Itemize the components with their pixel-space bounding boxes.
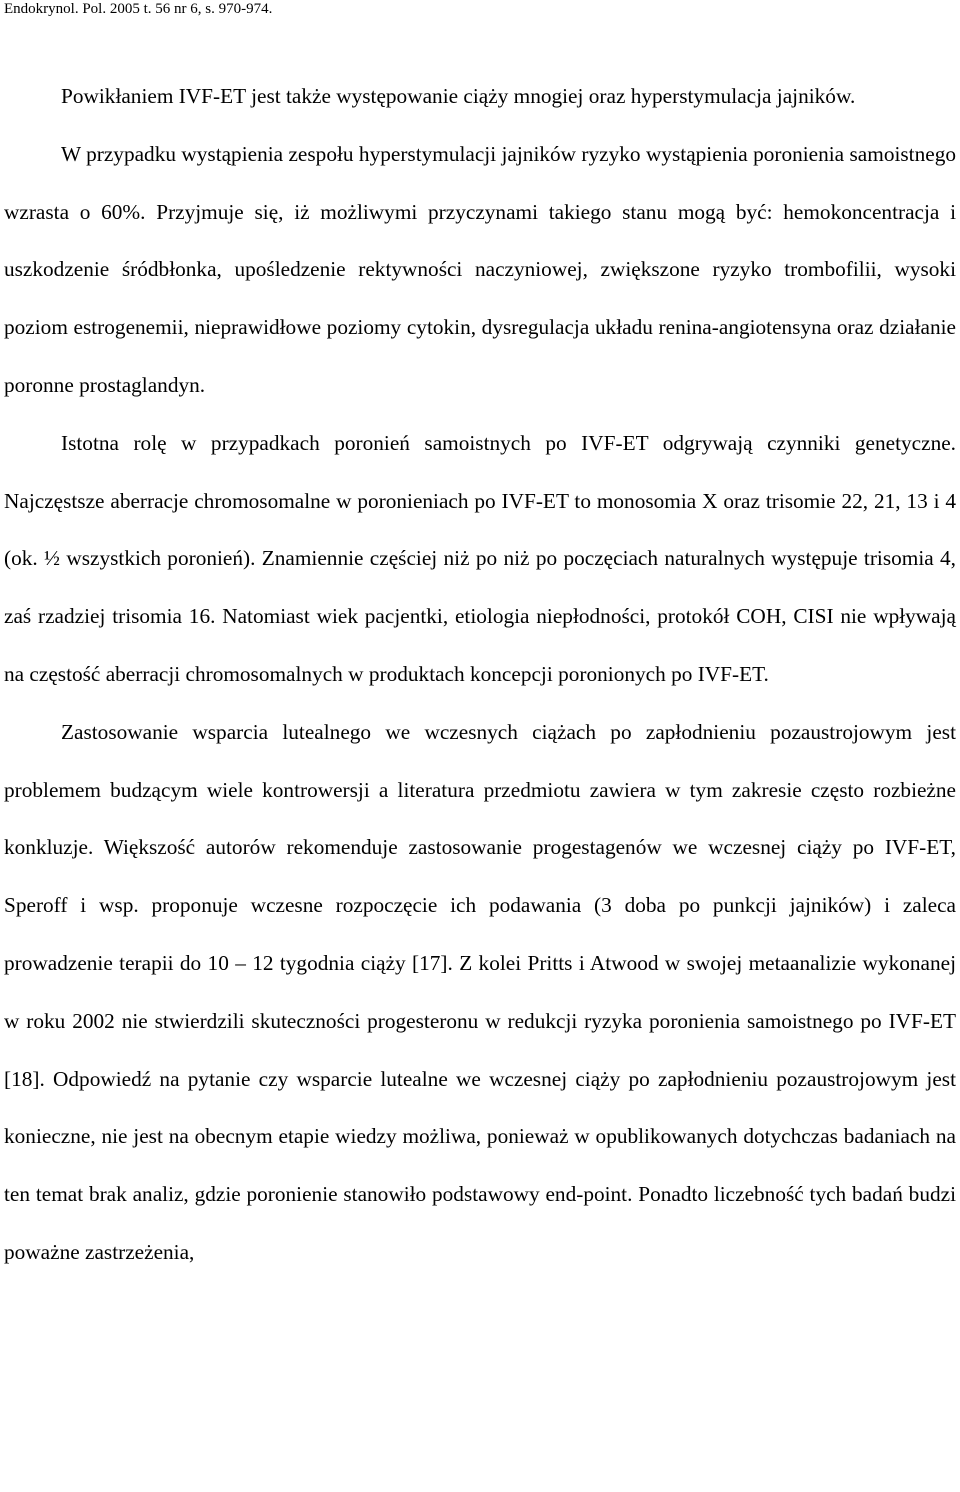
journal-citation-header: Endokrynol. Pol. 2005 t. 56 nr 6, s. 970-974. xyxy=(4,1,273,17)
paragraph-ivf-complications: Powikłaniem IVF-ET jest także występowanie ciąży mnogiej oraz hyperstymulacja jajników. xyxy=(61,84,856,108)
article-body xyxy=(4,68,956,1282)
paragraph-ovarian-hyperstimulation: W przypadku wystąpienia zespołu hyperstymulacji jajników ryzyko wystąpienia poronienia samoistnego wzrasta o 60%. Przyjmuje się, iż możliwymi przyczynami takiego stanu mogą być: hemokoncentracja i uszkodzenie śródbłonka, upośledzenie rektywności naczyniowej, zwiększone ryzyko trombofilii, wysoki poziom estrogenemii, nieprawidłowe poziomy cytokin, dysregulacja układu renina-angiotensyna oraz działanie poronne prostaglandyn. xyxy=(4,141,956,397)
paragraph-luteal-support: Zastosowanie wsparcia lutealnego we wczesnych ciążach po zapłodnieniu pozaustrojowym jest problemem budzącym wiele kontrowersji a literatura przedmiotu zawiera w tym zakresie często rozbieżne konkluzje. Większość autorów rekomenduje zastosowanie progestagenów we wczesnej ciąży po IVF-ET, Speroff i wsp. proponuje wczesne rozpoczęcie ich podawania (3 doba po punkcji jajników) i zaleca prowadzenie terapii do 10 – 12 tygodnia ciąży [17]. Z kolei Pritts i Atwood w swojej metaanalizie wykonanej w roku 2002 nie stwierdzili skuteczności progesteronu w redukcji ryzyka poronienia samoistnego po IVF-ET [18]. Odpowiedź na pytanie czy wsparcie lutealne we wczesnej ciąży po zapłodnieniu pozaustrojowym jest konieczne, nie jest na obecnym etapie wiedzy możliwa, ponieważ w opublikowanych dotychczas badaniach na ten temat brak analiz, gdzie poronienie stanowiło podstawowy end-point. Ponadto liczebność tych badań budzi poważne zastrzeżenia, xyxy=(4,719,956,1264)
paragraph-genetic-factors: Istotna rolę w przypadkach poronień samoistnych po IVF-ET odgrywają czynniki genetyczne. Najczęstsze aberracje chromosomalne w poronieniach po IVF-ET to monosomia X oraz trisomie 22, 21, 13 i 4 (ok. ½ wszystkich poronień). Znamiennie częściej niż po niż po poczęciach naturalnych występuje trisomia 4, zaś rzadziej trisomia 16. Natomiast wiek pacjentki, etiologia niepłodności, protokół COH, CISI nie wpływają na częstość aberracji chromosomalnych w produktach koncepcji poronionych po IVF-ET. xyxy=(4,430,956,686)
